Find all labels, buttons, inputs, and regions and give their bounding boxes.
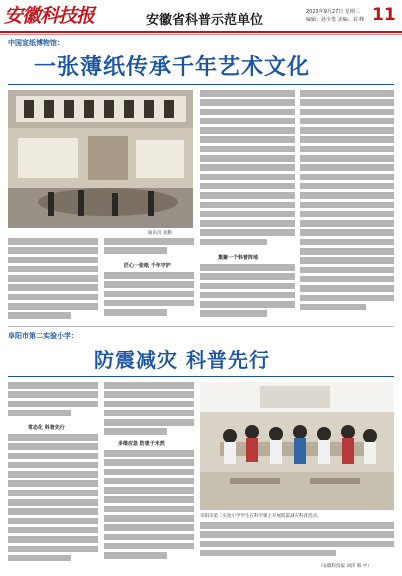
story1-headline: 一张薄纸传承千年艺术文化 — [34, 55, 311, 80]
story2-subhead2: 多维应急 防患于未然 — [118, 441, 165, 447]
newspaper-logo: 安徽科技报 — [4, 5, 95, 27]
story2-kicker: 阜阳市第二实验小学： — [8, 332, 78, 340]
story1-kicker: 中国宣纸博物馆： — [8, 39, 64, 47]
story1-photo — [8, 90, 193, 228]
story2-col2-top — [104, 382, 194, 438]
story1-col2 — [104, 272, 194, 322]
story2-subhead1: 常态化 科普先行 — [28, 425, 65, 431]
section-title: 安徽省科普示范单位 — [146, 13, 264, 28]
story1-headline-rule — [8, 84, 394, 85]
date-text: 2023年9月27日 星期三 — [306, 9, 360, 15]
story1-photo-caption: 通讯员 张勤 — [148, 231, 172, 236]
story2-col3 — [200, 522, 394, 562]
story2-col1 — [8, 434, 98, 570]
masthead — [0, 0, 402, 32]
editor-text: 编辑：孙少勇 美编：刘 峰 — [306, 17, 365, 23]
date-line — [306, 8, 364, 24]
story1-col3b — [200, 264, 295, 322]
page-number: 11 — [372, 5, 396, 25]
story2-col1-top — [8, 382, 98, 422]
story1-col3 — [200, 90, 295, 252]
story2-byline: （安徽科技报 刘洋 韩 中） — [318, 564, 372, 569]
story2-photo — [200, 382, 394, 510]
story1-col4 — [300, 90, 394, 322]
story1-subhead1: 匠心一张纸 千年守护 — [124, 263, 171, 269]
story2-photo-caption: 阜阳市第二实验小学学生在科学课上开展防震减灾科普活动。 — [200, 514, 322, 519]
masthead-thin-rule — [0, 34, 402, 35]
story1-col1 — [8, 238, 98, 322]
story2-col2 — [104, 450, 194, 570]
story1-col2-top — [104, 238, 194, 258]
story-separator — [8, 326, 394, 327]
story2-headline: 防震减灾 科普先行 — [94, 348, 270, 372]
masthead-rule — [0, 31, 402, 33]
story1-subhead2: 集聚一个科普阵地 — [218, 255, 259, 261]
story2-headline-rule — [8, 376, 394, 377]
